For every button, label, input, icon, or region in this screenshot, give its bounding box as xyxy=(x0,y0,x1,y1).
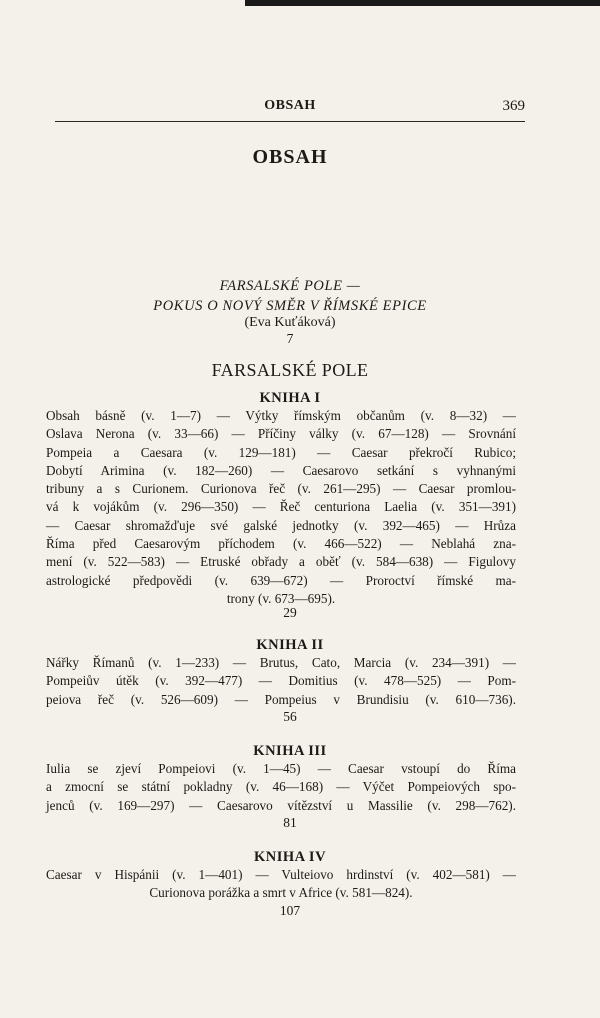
book-2-line: Nářky Římanů (v. 1—233) — Brutus, Cato, Marcia (v. 234—391) — xyxy=(46,655,516,670)
intro-title xyxy=(45,276,535,316)
book-1-summary xyxy=(46,407,516,608)
intro-page-number: 7 xyxy=(286,331,294,346)
book-3-line: jenců (v. 169—297) — Caesarovo vítězství u Massilie (v. 298—762). xyxy=(46,797,516,813)
running-header-title: OBSAH xyxy=(264,98,316,113)
book-2-line: peiova řeč (v. 526—609) — Pompeius v Brundisiu (v. 610—736). xyxy=(46,691,516,707)
book-4-heading: KNIHA IV xyxy=(253,849,327,865)
book-1-line: astrologické předpovědi (v. 639—672) — Proroctví římské ma- xyxy=(46,572,516,588)
book-1-page-number: 29 xyxy=(283,605,297,620)
book-4-page-number: 107 xyxy=(279,903,301,918)
book-3-line: Iulia se zjeví Pompeiovi (v. 1—45) — Caesar vstoupí do Říma xyxy=(46,761,516,776)
book-4-line: Caesar v Hispánii (v. 1—401) — Vulteiovo hrdinství (v. 402—581) — xyxy=(46,867,516,882)
book-1-line: tribuny a s Curionem. Curionova řeč (v. 261—295) — Caesar promlou- xyxy=(46,481,516,497)
book-1-heading: KNIHA I xyxy=(259,390,321,406)
book-2-summary xyxy=(46,654,516,709)
book-3-summary xyxy=(46,760,516,815)
book-2-page-number: 56 xyxy=(283,709,297,724)
intro-title-line-2: POKUS O NOVÝ SMĚR V ŘÍMSKÉ EPICE xyxy=(153,298,427,314)
work-title: FARSALSKÉ POLE xyxy=(211,360,369,380)
book-1-line: mení (v. 522—583) — Etruské obřady a oběť (v. 584—638) — Figulovy xyxy=(46,554,516,570)
book-1-line: Pompeia a Caesara (v. 129—181) — Caesar překročí Rubico; xyxy=(46,444,516,460)
intro-title-line-1: FARSALSKÉ POLE — xyxy=(219,278,361,294)
book-2-line: Pompeiův útěk (v. 392—477) — Domitius (v. 478—525) — Pom- xyxy=(46,673,516,689)
book-4-summary xyxy=(46,866,516,903)
running-header xyxy=(55,98,525,120)
book-1-line: — Caesar shromažďuje své galské jednotky (v. 392—465) — Hrůza xyxy=(46,517,516,533)
book-3-heading: KNIHA III xyxy=(253,743,327,759)
intro-author: (Eva Kuťáková) xyxy=(244,315,336,330)
book-3-page-number: 81 xyxy=(283,815,297,830)
book-1-line: Říma před Caesarovým příchodem (v. 466—522) — Neblahá zna- xyxy=(46,536,516,552)
book-4-line: Curionova porážka a smrt v Africe (v. 581—824). xyxy=(149,885,413,901)
book-1-line: Oslava Nerona (v. 33—66) — Příčiny války (v. 67—128) — Srovnání xyxy=(46,426,516,442)
book-1-line: vá k vojákům (v. 296—350) — Řeč centuriona Laelia (v. 351—391) xyxy=(46,499,516,515)
book-3-line: a zmocní se státní pokladny (v. 46—168) — Výčet Pompeiových spo- xyxy=(46,779,516,795)
book-1-line: trony (v. 673—695). xyxy=(226,590,336,606)
book-1-line: Dobytí Arimina (v. 182—260) — Caesarovo setkání s vyhnanými xyxy=(46,462,516,478)
book-1-line: Obsah básně (v. 1—7) — Výtky římským občanům (v. 8—32) — xyxy=(46,408,516,423)
book-2-heading: KNIHA II xyxy=(256,637,324,653)
header-rule xyxy=(55,121,525,122)
page-title: OBSAH xyxy=(252,146,328,168)
page-number: 369 xyxy=(502,98,525,114)
